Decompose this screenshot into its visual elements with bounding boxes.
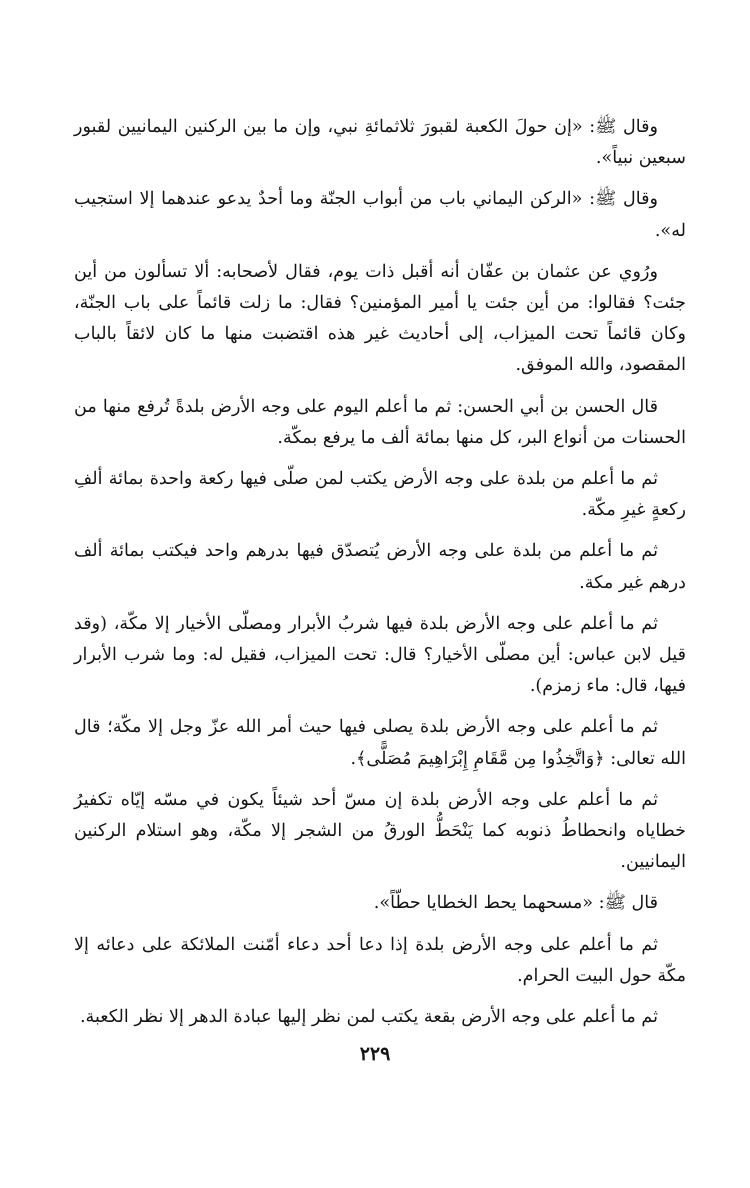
paragraph-2: وقال ﷺ: «الركن اليماني باب من أبواب الجنّة وما أحدٌ يدعو عندهما إلا استجيب له». bbox=[74, 189, 686, 241]
paragraph-10: قال ﷺ: «مسحهما يحط الخطايا حطّاً». bbox=[373, 893, 658, 914]
paragraph-12: ثم ما أعلم على وجه الأرض بقعة يكتب لمن نظر إليها عبادة الدهر إلا نظر الكعبة. bbox=[79, 1007, 658, 1028]
paragraph-6: ثم ما أعلم من بلدة على وجه الأرض يُتصدّق فيها بدرهم واحد فيكتب بمائة ألف درهم غير مكة. bbox=[74, 541, 686, 593]
paragraph-1: وقال ﷺ: «إن حولَ الكعبة لقبورَ ثلاثمائةِ نبي، وإن ما بين الركنين اليمانيين لقبور سبعين نبياً». bbox=[74, 117, 686, 169]
paragraph-5: ثم ما أعلم من بلدة على وجه الأرض يكتب لمن صلّى فيها ركعة واحدة بمائة ألفِ ركعةٍ غيرِ مكّة. bbox=[74, 469, 686, 521]
page-number: ٢٢٩ bbox=[359, 1043, 391, 1065]
paragraph-4: قال الحسن بن أبي الحسن: ثم ما أعلم اليوم على وجه الأرض بلدةً تُرفع منها من الحسنات من أنواع البر، كل منها بمائة ألف ما يرفع بمكّة. bbox=[74, 396, 686, 448]
paragraph-7: ثم ما أعلم على وجه الأرض بلدة فيها شربُ الأبرار ومصلّى الأخيار إلا مكّة، (وقد قيل لابن عباس: أين مصلّى الأخيار؟ قال: تحت الميزاب، فقيل له: وما شرب الأبرار فيها، قال: ماء زمزم). bbox=[74, 613, 686, 697]
paragraph-3: ورُوي عن عثمان بن عفّان أنه أقبل ذات يوم، فقال لأصحابه: ألا تسألون من أين جئت؟ فقالوا: من أين جئت يا أمير المؤمنين؟ فقال: ما زلت قائماً على باب الجنّة، وكان قائماً تحت الميزاب، إلى أحاديث غير هذه اقتضبت منها ما كان لائقاً بالباب المقصود، والله الموفق. bbox=[74, 261, 686, 376]
page-body bbox=[74, 112, 686, 1043]
paragraph-9: ثم ما أعلم على وجه الأرض بلدة إن مسّ أحد شيئاً يكون في مسّه إيّاه تكفيرُ خطاياه وانحطاطُ ذنوبه كما يَنْحَطُّ الورقُ من الشجر إلا مكّة، وهو استلام الركنين اليمانيين. bbox=[74, 789, 686, 873]
paragraph-8: ثم ما أعلم على وجه الأرض بلدة يصلى فيها حيث أمر الله عزّ وجل إلا مكّة؛ قال الله تعالى: ﴿وَاتَّخِذُوا مِن مَّقَامِ إِبْرَاهِيمَ مُصَلًّى﴾. bbox=[74, 717, 686, 769]
paragraph-11: ثم ما أعلم على وجه الأرض بلدة إذا دعا أحد دعاء أمّنت الملائكة على دعائه إلا مكّة حول البيت الحرام. bbox=[74, 934, 686, 986]
